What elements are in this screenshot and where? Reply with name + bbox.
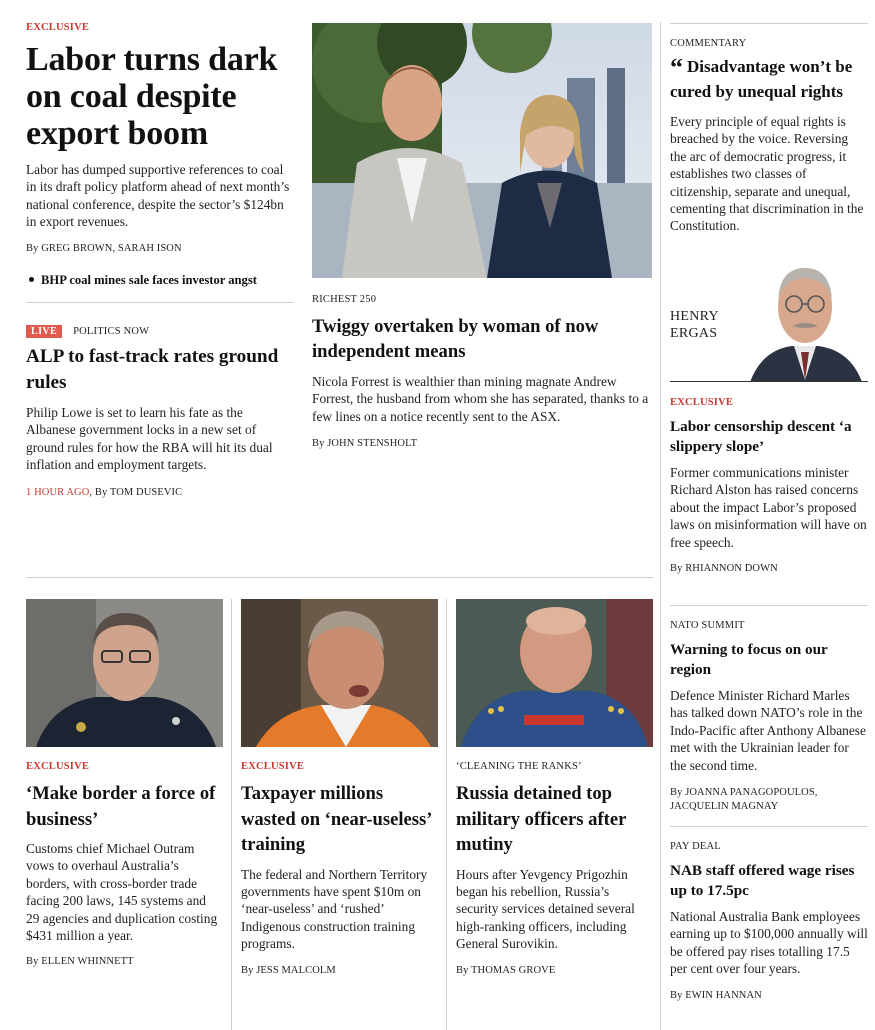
nato-summary: Defence Minister Richard Marles has talked down NATO’s role in the Indo-Pacific after Anthony Albanese met with the Ukrainian leader for the second time. [670,688,866,773]
nato-kicker[interactable]: NATO SUMMIT [670,620,745,631]
russia-byline: By THOMAS GROVE [456,964,556,976]
nab-headline[interactable]: NAB staff offered wage rises up to 17.5pc [670,862,855,899]
border-photo[interactable] [26,599,223,747]
forrest-summary: Nicola Forrest is wealthier than mining magnate Andrew Forrest, the husband from whom she has separated, thanks to a few lines on a notice recently sent to the ASX. [312,374,649,424]
nab-byline-names[interactable]: EWIN HANNAN [685,989,762,1001]
taxpayer-byline-names[interactable]: JESS MALCOLM [256,964,336,976]
commentary-story[interactable] [670,38,870,235]
divider [26,302,294,303]
alp-story[interactable] [26,321,298,498]
nato-byline-name-2[interactable]: JACQUELIN MAGNAY [670,801,779,813]
lead-summary: Labor has dumped supportive references to coal in its draft policy platform ahead of next month’s national conference, despite the sector’s $124bn in export revenues. [26,162,290,230]
border-byline-names[interactable]: ELLEN WHINNETT [41,956,134,968]
column-divider [231,599,232,1030]
nato-story[interactable] [670,620,870,814]
nab-summary: National Australia Bank employees earning up to $100,000 annually will be offered pay rises totalling 17.5 per cent over four years. [670,909,868,977]
alp-kicker[interactable]: POLITICS NOW [73,326,150,337]
alp-summary: Philip Lowe is set to learn his fate as the Albanese government locks in a new set of ground rules for how the RBA will hit its dual inflation and employment targets. [26,405,273,473]
taxpayer-story[interactable] [241,761,441,976]
section-divider [26,577,653,578]
nato-headline[interactable]: Warning to focus on our region [670,641,828,678]
taxpayer-image [241,599,438,747]
alp-byline-names[interactable]: TOM DUSEVIC [109,486,183,498]
taxpayer-headline[interactable]: Taxpayer millions wasted on ‘near-useless’ training [241,783,432,855]
taxpayer-kicker: EXCLUSIVE [241,761,305,772]
russia-story[interactable] [456,761,656,976]
russia-photo[interactable] [456,599,653,747]
forrest-image [312,23,652,278]
alp-byline: 1 HOUR AGO, By TOM DUSEVIC [26,486,183,498]
border-summary: Customs chief Michael Outram vows to overhaul Australia’s borders, with cross-border trade facing 200 laws, 145 systems and 29 agencies and duplication costing $431 million a year. [26,841,218,944]
border-image [26,599,223,747]
censorship-headline[interactable]: Labor censorship descent ‘a slippery slope’ [670,418,852,455]
nato-byline: By JOANNA PANAGOPOULOS, JACQUELIN MAGNAY [670,787,818,813]
lead-headline[interactable]: Labor turns dark on coal despite export boom [26,41,278,152]
divider [670,605,868,606]
commentary-kicker: COMMENTARY [670,38,747,49]
forrest-headline[interactable]: Twiggy overtaken by woman of now independent means [312,316,599,362]
taxpayer-photo[interactable] [241,599,438,747]
nab-byline: By EWIN HANNAN [670,989,762,1001]
nab-story[interactable] [670,841,870,1001]
censorship-story[interactable] [670,397,870,574]
quote-icon: “ [670,53,683,82]
russia-summary: Hours after Yevgency Prigozhin began his rebellion, Russia’s security services detained several high-ranking officers, including General Surovikin. [456,866,635,952]
taxpayer-byline: By JESS MALCOLM [241,964,336,976]
censorship-byline-names[interactable]: RHIANNON DOWN [685,563,778,575]
alp-kicker-row [26,321,298,337]
nato-byline-name-1[interactable]: JOANNA PANAGOPOULOS, [685,787,818,799]
censorship-byline: By RHIANNON DOWN [670,563,778,575]
column-divider [446,599,447,1030]
divider [670,826,868,827]
divider [670,381,868,382]
russia-kicker[interactable]: ‘CLEANING THE RANKS’ [456,761,582,772]
column-divider [660,22,661,1030]
forrest-byline: By JOHN STENSHOLT [312,438,418,450]
lead-byline-names[interactable]: GREG BROWN, SARAH ISON [41,242,182,254]
nab-kicker[interactable]: PAY DEAL [670,841,721,852]
related-link-bhp[interactable]: BHP coal mines sale faces investor angst [26,273,298,288]
censorship-kicker: EXCLUSIVE [670,397,734,408]
commentary-summary: Every principle of equal rights is breached by the voice. Reversing the arc of democratic progress, it establishes two classes of citizenship, separate and unequal, cementing that discrimination in the Constitution. [670,114,864,234]
divider [670,23,868,24]
russia-image [456,599,653,747]
lead-byline: By GREG BROWN, SARAH ISON [26,242,182,254]
russia-headline[interactable]: Russia detained top military officers after mutiny [456,783,627,855]
border-headline[interactable]: ‘Make border a force of business’ [26,783,216,830]
border-story[interactable] [26,761,226,967]
forrest-photo[interactable] [312,23,652,278]
author-avatar [742,262,868,382]
alp-headline[interactable]: ALP to fast-track rates ground rules [26,346,279,393]
censorship-summary: Former communications minister Richard Alston has raised concerns about the impact Labor’s proposed laws on misinformation will have on free speech. [670,465,867,550]
forrest-story[interactable] [312,294,654,449]
lead-story[interactable] [26,22,298,288]
live-badge: LIVE [26,325,62,338]
commentary-headline[interactable]: “ Disadvantage won’t be cured by unequal rights [670,53,853,101]
lead-kicker: EXCLUSIVE [26,22,90,33]
forrest-kicker[interactable]: RICHEST 250 [312,294,377,305]
border-kicker: EXCLUSIVE [26,761,90,772]
russia-byline-names[interactable]: THOMAS GROVE [471,964,556,976]
bullet-icon [29,277,34,282]
taxpayer-summary: The federal and Northern Territory governments have spent $10m on ‘near-useless’ and ‘rushed’ Indigenous construction training programs. [241,866,428,952]
alp-timestamp: 1 HOUR AGO [26,486,90,498]
border-byline: By ELLEN WHINNETT [26,956,134,968]
forrest-byline-names[interactable]: JOHN STENSHOLT [327,438,418,450]
author-name[interactable]: HENRY ERGAS [670,309,719,341]
